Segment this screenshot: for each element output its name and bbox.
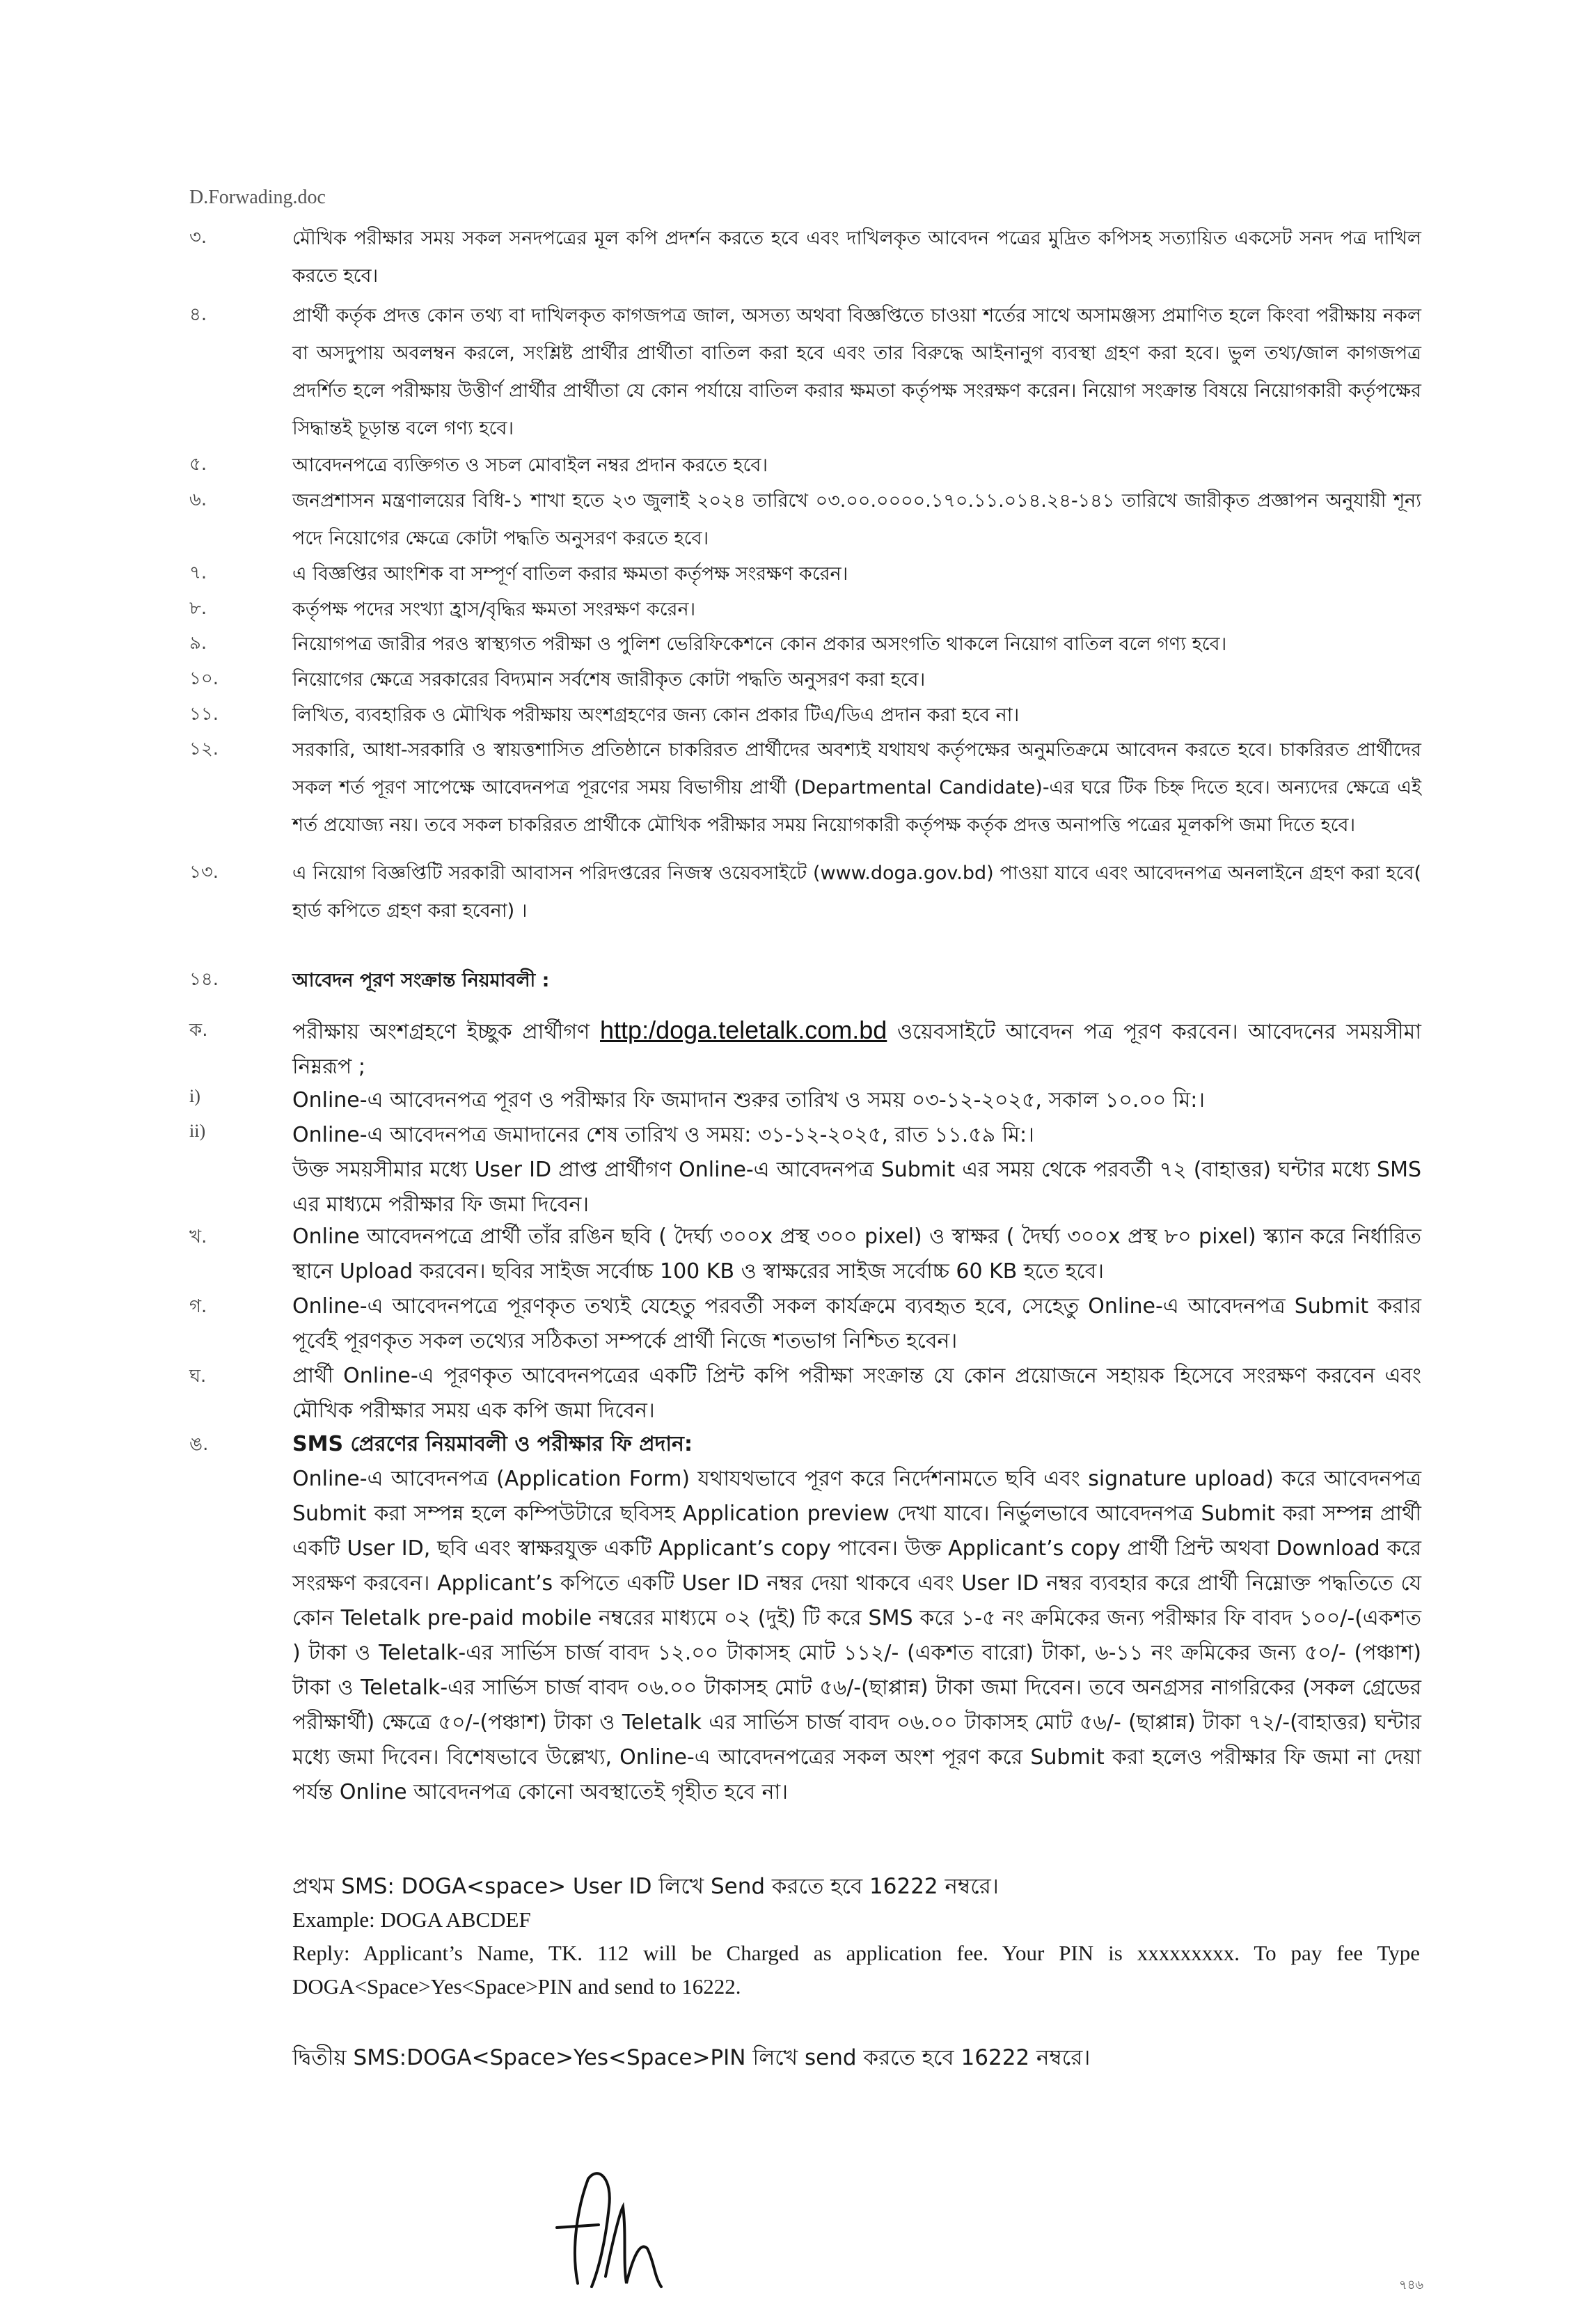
item-text: আবেদনপত্রে ব্যক্তিগত ও সচল মোবাইল নম্বর প্রদান করতে হবে। [292, 455, 768, 476]
page-number: ৭৪৬ [1399, 2278, 1424, 2292]
item-number: ৬. [189, 489, 207, 510]
item-number: ১০. [189, 668, 219, 689]
signature-scribble-icon [550, 2165, 689, 2297]
item-text: এ বিজ্ঞপ্তির আংশিক বা সম্পূর্ণ বাতিল করার ক্ষমতা কর্তৃপক্ষ সংরক্ষণ করেন। [292, 563, 848, 585]
list-item [189, 661, 1421, 699]
item-number: খ. [189, 1227, 207, 1247]
rule-heading: SMS প্রেরণের নিয়মাবলী ও পরীক্ষার ফি প্রদান: [292, 1432, 693, 1456]
item-number: ক. [189, 1020, 208, 1041]
rule-i [189, 1083, 1421, 1118]
item-number: ১৪. [189, 969, 219, 990]
item-number: গ. [189, 1296, 207, 1317]
rule-text: প্রার্থী Online-এ পূরণকৃত আবেদনপত্রের একটি প্রিন্ট কপি পরীক্ষা সংক্রান্ত যে কোন প্রয়োজনে সহায়ক হিসেবে সংরক্ষণ করবেন এবং মৌখিক পরীক্ষার সময় এক কপি জমা দিবেন। [292, 1364, 1421, 1423]
item-text: নিয়োগের ক্ষেত্রে সরকারের বিদ্যমান সর্বশেষ জারীকৃত কোটা পদ্ধতি অনুসরণ করা হবে। [292, 669, 926, 691]
list-item [189, 297, 1421, 448]
rule-text: পরীক্ষায় অংশগ্রহণে ইচ্ছুক প্রার্থীগণ [292, 1020, 601, 1044]
item-number: ১৩. [189, 862, 219, 883]
item-number: ৪. [189, 304, 207, 325]
item-number: ii) [189, 1121, 206, 1141]
signature [550, 2165, 689, 2300]
list-item [189, 556, 1421, 593]
section-title: আবেদন পূরণ সংক্রান্ত নিয়মাবলী : [292, 970, 550, 991]
item-number: ঙ. [189, 1434, 209, 1455]
sms-second: দ্বিতীয় SMS:DOGA<Space>Yes<Space>PIN লিখে send করতে হবে 16222 নম্বরে। [292, 2045, 1091, 2070]
list-item [189, 591, 1421, 629]
rule-text: উক্ত সময়সীমার মধ্যে User ID প্রাপ্ত প্রার্থীগণ Online-এ আবেদনপত্র Submit এর সময় থেকে পরবর্তী ৭২ (বাহাত্তর) ঘন্টার মধ্যে SMS এর মাধ্যমে পরীক্ষার ফি জমা দিবেন। [292, 1158, 1421, 1217]
list-item [189, 697, 1421, 734]
item-number: ঘ. [189, 1366, 207, 1387]
rule-kha [189, 1220, 1421, 1289]
item-text: এ নিয়োগ বিজ্ঞপ্তিটি সরকারী আবাসন পরিদপ্তরের নিজস্ব ওয়েবসাইটে (www.doga.gov.bd) পাওয়া যাবে এবং আবেদনপত্র অনলাইনে গ্রহণ করা হবে( হার্ড কপিতে গ্রহণ করা হবেনা) । [292, 863, 1421, 922]
section-heading [189, 962, 1421, 1000]
rule-ka [189, 1013, 1421, 1085]
rule-ii [189, 1118, 1421, 1153]
item-number: i) [189, 1086, 200, 1106]
rule-ga [189, 1289, 1421, 1359]
item-text: মৌখিক পরীক্ষার সময় সকল সনদপত্রের মূল কপি প্রদর্শন করতে হবে এবং দাখিলকৃত আবেদন পত্রের মুদ্রিত কপিসহ সত্যায়িত একসেট সনদ পত্র দাখিল করতে হবে। [292, 228, 1421, 287]
item-text: নিয়োগপত্র জারীর পরও স্বাস্থ্যগত পরীক্ষা ও পুলিশ ভেরিফিকেশনে কোন প্রকার অসংগতি থাকলে নিয়োগ বাতিল বলে গণ্য হবে। [292, 633, 1227, 655]
rule-text: Online-এ আবেদনপত্র জমাদানের শেষ তারিখ ও সময়: ৩১-১২-২০২৫, রাত ১১.৫৯ মি:। [292, 1123, 1034, 1147]
rule-uma [189, 1427, 1421, 1810]
item-number: ৯. [189, 633, 207, 654]
rule-text: Online আবেদনপত্রে প্রার্থী তাঁর রঙিন ছবি ( দৈর্ঘ্য ৩০০x প্রস্থ ৩০০ pixel) ও স্বাক্ষর ( দৈর্ঘ্য ৩০০x প্রস্থ ৮০ pixel) স্ক্যান করে নির্ধারিত স্থানে Upload করবেন। ছবির সাইজ সর্বোচ্চ 100 KB ও স্বাক্ষরের সাইজ সর্বোচ্চ 60 KB হতে হবে। [292, 1224, 1421, 1284]
item-number: ৫. [189, 454, 207, 475]
list-item [189, 732, 1421, 844]
item-text: জনপ্রশাসন মন্ত্রণালয়ের বিধি-১ শাখা হতে ২৩ জুলাই ২০২৪ তারিখে ০৩.০০.০০০০.১৭০.১১.০১৪.২৪-১৪১ তারিখে জারীকৃত প্রজ্ঞাপন অনুযায়ী শূন্য পদে নিয়োগের ক্ষেত্রে কোটা পদ্ধতি অনুসরণ করতে হবে। [292, 490, 1421, 549]
item-text: লিখিত, ব্যবহারিক ও মৌখিক পরীক্ষায় অংশগ্রহণের জন্য কোন প্রকার টিএ/ডিএ প্রদান করা হবে না। [292, 704, 1020, 726]
list-item [189, 855, 1421, 930]
rule-text: Online-এ আবেদনপত্র (Application Form) যথাযথভাবে পূরণ করে নির্দেশনামতে ছবি এবং signature upload) করে আবেদনপত্র Submit করা সম্পন্ন হলে কম্পিউটারে ছবিসহ Application preview দেখা যাবে। নির্ভুলভাবে আবেদনপত্র Submit করা সম্পন্ন প্রার্থী একটি User ID, ছবি এবং স্বাক্ষরযুক্ত একটি Applicant’s copy পাবেন। উক্ত Applicant’s copy প্রার্থী প্রিন্ট অথবা Download করে সংরক্ষণ করবেন। Applicant’s কপিতে একটি User ID নম্বর দেয়া থাকবে এবং User ID নম্বর ব্যবহার করে প্রার্থী নিম্নোক্ত পদ্ধতিতে যে কোন Teletalk pre-paid mobile নম্বরের মাধ্যমে ০২ (দুই) টি করে SMS করে ১-৫ নং ক্রমিকের জন্য পরীক্ষার ফি বাবদ ১০০/-(একশত ) টাকা ও Teletalk-এর সার্ভিস চার্জ বাবদ ১২.০০ টাকাসহ মোট ১১২/- (একশত বারো) টাকা, ৬-১১ নং ক্রমিকের জন্য ৫০/- (পঞ্চাশ) টাকা ও Teletalk-এর সার্ভিস চার্জ বাবদ ০৬.০০ টাকাসহ মোট ৫৬/-(ছাপ্পান্ন) টাকা জমা দিবেন। তবে অনগ্রসর নাগরিকের (সকল গ্রেডের পরীক্ষার্থী) ক্ষেত্রে ৫০/-(পঞ্চাশ) টাকা ও Teletalk এর সার্ভিস চার্জ বাবদ ০৬.০০ টাকাসহ মোট ৫৬/- (ছাপ্পান্ন) টাকা ৭২/-(বাহাত্তর) ঘন্টার মধ্যে জমা দিবেন। বিশেষভাবে উল্লেখ্য, Online-এ আবেদনপত্রের সকল অংশ পূরণ করে Submit করা হলেও পরীক্ষার ফি জমা না দেয়া পর্যন্ত Online আবেদনপত্র কোনো অবস্থাতেই গৃহীত হবে না। [292, 1467, 1421, 1804]
list-item [189, 220, 1421, 295]
sms-reply: Reply: Applicant’s Name, TK. 112 will be Charged as application fee. Your PIN is xxxxxxxxx. To pay fee Type DOGA<Space>Yes<Space>PIN and send to 16222. [292, 1941, 1420, 1999]
rule-text: Online-এ আবেদনপত্রে পূরণকৃত তথ্যই যেহেতু পরবর্তী সকল কার্যক্রমে ব্যবহৃত হবে, সেহেতু Online-এ আবেদনপত্র Submit করার পূর্বেই পূরণকৃত সকল তথ্যের সঠিকতা সম্পর্কে প্রার্থী নিজে শতভাগ নিশ্চিত হবেন। [292, 1294, 1421, 1353]
item-text: কর্তৃপক্ষ পদের সংখ্যা হ্রাস/বৃদ্ধির ক্ষমতা সংরক্ষণ করেন। [292, 599, 696, 620]
item-number: ৭. [189, 562, 207, 583]
list-item [189, 482, 1421, 558]
item-number: ৮. [189, 598, 207, 619]
item-text: প্রার্থী কর্তৃক প্রদত্ত কোন তথ্য বা দাখিলকৃত কাগজপত্র জাল, অসত্য অথবা বিজ্ঞপ্তিতে চাওয়া শর্তের সাথে অসামঞ্জস্য প্রমাণিত হলে কিংবা পরীক্ষায় নকল বা অসদুপায় অবলম্বন করলে, সংশ্লিষ্ট প্রার্থীর প্রার্থীতা বাতিল করা হবে এবং তার বিরুদ্ধে আইনানুগ ব্যবস্থা গ্রহণ করা হবে। ভুল তথ্য/জাল কাগজপত্র প্রদর্শিত হলে পরীক্ষায় উত্তীর্ণ প্রার্থীর প্রার্থীতা যে কোন পর্যায়ে বাতিল করার ক্ষমতা কর্তৃপক্ষ সংরক্ষণ করেন। নিয়োগ সংক্রান্ত বিষয়ে নিয়োগকারী কর্তৃপক্ষের সিদ্ধান্তই চূড়ান্ত বলে গণ্য হবে। [292, 305, 1421, 439]
list-item [189, 447, 1421, 485]
item-text: সরকারি, আধা-সরকারি ও স্বায়ত্তশাসিত প্রতিষ্ঠানে চাকরিরত প্রার্থীদের অবশ্যই যথাযথ কর্তৃপক্ষের অনুমতিক্রমে আবেদন করতে হবে। চাকরিরত প্রার্থীদের সকল শর্ত পূরণ সাপেক্ষে আবেদনপত্র পূরণের সময় বিভাগীয় প্রার্থী (Departmental Candidate)-এর ঘরে টিক চিহ্ন দিতে হবে। অন্যদের ক্ষেত্রে এই শর্ত প্রযোজ্য নয়। তবে সকল চাকরিরত প্রার্থীকে মৌখিক পরীক্ষার সময় নিয়োগকারী কর্তৃপক্ষ কর্তৃক প্রদত্ত অনাপত্তি পত্রের মূলকপি জমা দিতে হবে। [292, 739, 1421, 836]
rule-gha [189, 1359, 1421, 1428]
rule-continuation [189, 1153, 1421, 1222]
sms-first: প্রথম SMS: DOGA<space> User ID লিখে Send করতে হবে 16222 নম্বরে। [292, 1874, 999, 1899]
teletalk-link[interactable]: http:/doga.teletalk.com.bd [600, 1016, 887, 1044]
item-number: ৩. [189, 227, 207, 248]
item-number: ১১. [189, 704, 219, 725]
list-item [189, 626, 1421, 663]
document-filename: D.Forwading.doc [189, 187, 326, 208]
sms-example: Example: DOGA ABCDEF [292, 1907, 531, 1932]
item-number: ১২. [189, 739, 219, 759]
rule-text: Online-এ আবেদনপত্র পূরণ ও পরীক্ষার ফি জমাদান শুরুর তারিখ ও সময় ০৩-১২-২০২৫, সকাল ১০.০০ মি:। [292, 1088, 1206, 1112]
rule-text: ওয়েবসাইটে আবেদন পত্র পূরণ করবেন। আবেদনের সময়সীমা নিম্নরূপ ; [292, 1020, 1421, 1079]
